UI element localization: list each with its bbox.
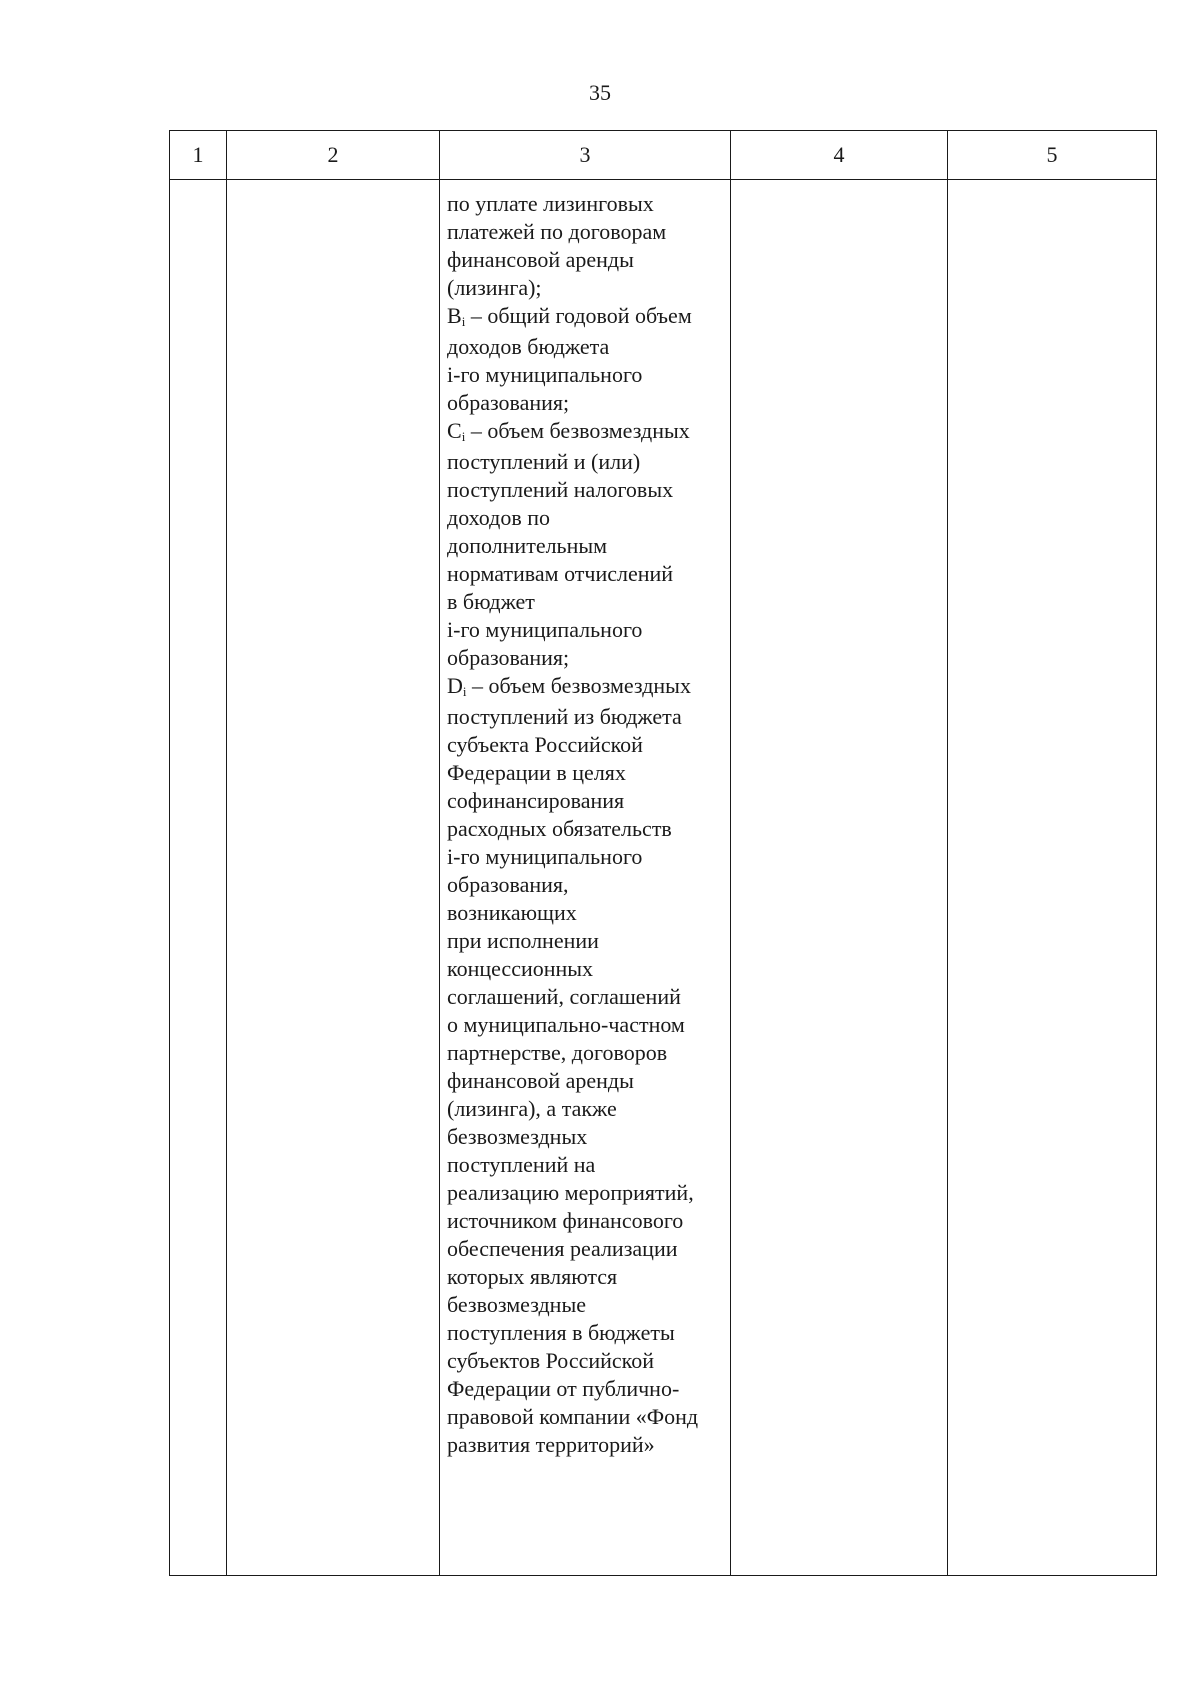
column-header-4: 4 bbox=[731, 131, 948, 180]
text-line: (лизинга); bbox=[447, 275, 542, 300]
text-line: обеспечения реализации bbox=[447, 1236, 678, 1261]
text-line: образования, bbox=[447, 872, 569, 897]
column-header-3: 3 bbox=[440, 131, 731, 180]
text-line: источником финансового bbox=[447, 1208, 684, 1233]
page-number: 35 bbox=[589, 80, 611, 105]
variable-definition: – общий годовой объем bbox=[465, 303, 692, 328]
text-line: i-го муниципального bbox=[447, 844, 643, 869]
text-line: финансовой аренды bbox=[447, 1068, 634, 1093]
cell-col-4 bbox=[731, 180, 948, 1576]
text-line: реализацию мероприятий, bbox=[447, 1180, 694, 1205]
variable-subscript: i bbox=[461, 314, 466, 329]
variable-subscript: i bbox=[462, 684, 467, 699]
cell-col-1 bbox=[170, 180, 227, 1576]
document-table bbox=[169, 130, 1157, 1576]
formula-description-text bbox=[440, 180, 730, 1459]
text-line bbox=[447, 672, 724, 703]
text-line: дополнительным bbox=[447, 533, 608, 558]
text-line: образования; bbox=[447, 390, 570, 415]
variable-symbol: D bbox=[447, 673, 463, 698]
text-line: нормативам отчислений bbox=[447, 561, 674, 586]
text-line: поступлений налоговых bbox=[447, 477, 674, 502]
text-line: платежей по договорам bbox=[447, 219, 667, 244]
variable-definition: – объем безвозмездных bbox=[466, 673, 691, 698]
cell-col-5 bbox=[948, 180, 1157, 1576]
variable-subscript: i bbox=[461, 429, 466, 444]
text-line: расходных обязательств bbox=[447, 816, 672, 841]
text-line: безвозмездные bbox=[447, 1292, 587, 1317]
text-line: соглашений, соглашений bbox=[447, 984, 681, 1009]
text-line: по уплате лизинговых bbox=[447, 191, 654, 216]
text-line: образования; bbox=[447, 645, 570, 670]
text-line: поступлений и (или) bbox=[447, 449, 641, 474]
text-line: о муниципально-частном bbox=[447, 1012, 685, 1037]
text-line: (лизинга), а также bbox=[447, 1096, 617, 1121]
text-line: партнерстве, договоров bbox=[447, 1040, 668, 1065]
table-header-row bbox=[170, 131, 1157, 180]
text-line: доходов бюджета bbox=[447, 334, 610, 359]
text-line: правовой компании «Фонд bbox=[447, 1404, 699, 1429]
text-line: поступлений из бюджета bbox=[447, 704, 682, 729]
text-line: субъекта Российской bbox=[447, 732, 643, 757]
variable-symbol: B bbox=[447, 303, 462, 328]
text-line: i-го муниципального bbox=[447, 362, 643, 387]
cell-col-2 bbox=[227, 180, 440, 1576]
variable-definition: – объем безвозмездных bbox=[465, 418, 690, 443]
text-line: поступления в бюджеты bbox=[447, 1320, 675, 1345]
text-line: которых являются bbox=[447, 1264, 618, 1289]
text-line: i-го муниципального bbox=[447, 617, 643, 642]
text-line: возникающих bbox=[447, 900, 577, 925]
text-line: доходов по bbox=[447, 505, 551, 530]
text-line: при исполнении bbox=[447, 928, 599, 953]
text-line: субъектов Российской bbox=[447, 1348, 655, 1373]
text-line: финансовой аренды bbox=[447, 247, 634, 272]
text-line: концессионных bbox=[447, 956, 594, 981]
column-header-2: 2 bbox=[227, 131, 440, 180]
text-line: Федерации в целях bbox=[447, 760, 626, 785]
text-line: Федерации от публично- bbox=[447, 1376, 680, 1401]
text-line: поступлений на bbox=[447, 1152, 596, 1177]
text-line: в бюджет bbox=[447, 589, 535, 614]
column-header-1: 1 bbox=[170, 131, 227, 180]
text-line bbox=[447, 417, 724, 448]
text-line: софинансирования bbox=[447, 788, 625, 813]
cell-col-3 bbox=[440, 180, 731, 1576]
table-row bbox=[170, 180, 1157, 1576]
text-line: безвозмездных bbox=[447, 1124, 588, 1149]
variable-symbol: C bbox=[447, 418, 462, 443]
column-header-5: 5 bbox=[948, 131, 1157, 180]
text-line bbox=[447, 302, 724, 333]
text-line: развития территорий» bbox=[447, 1432, 655, 1457]
